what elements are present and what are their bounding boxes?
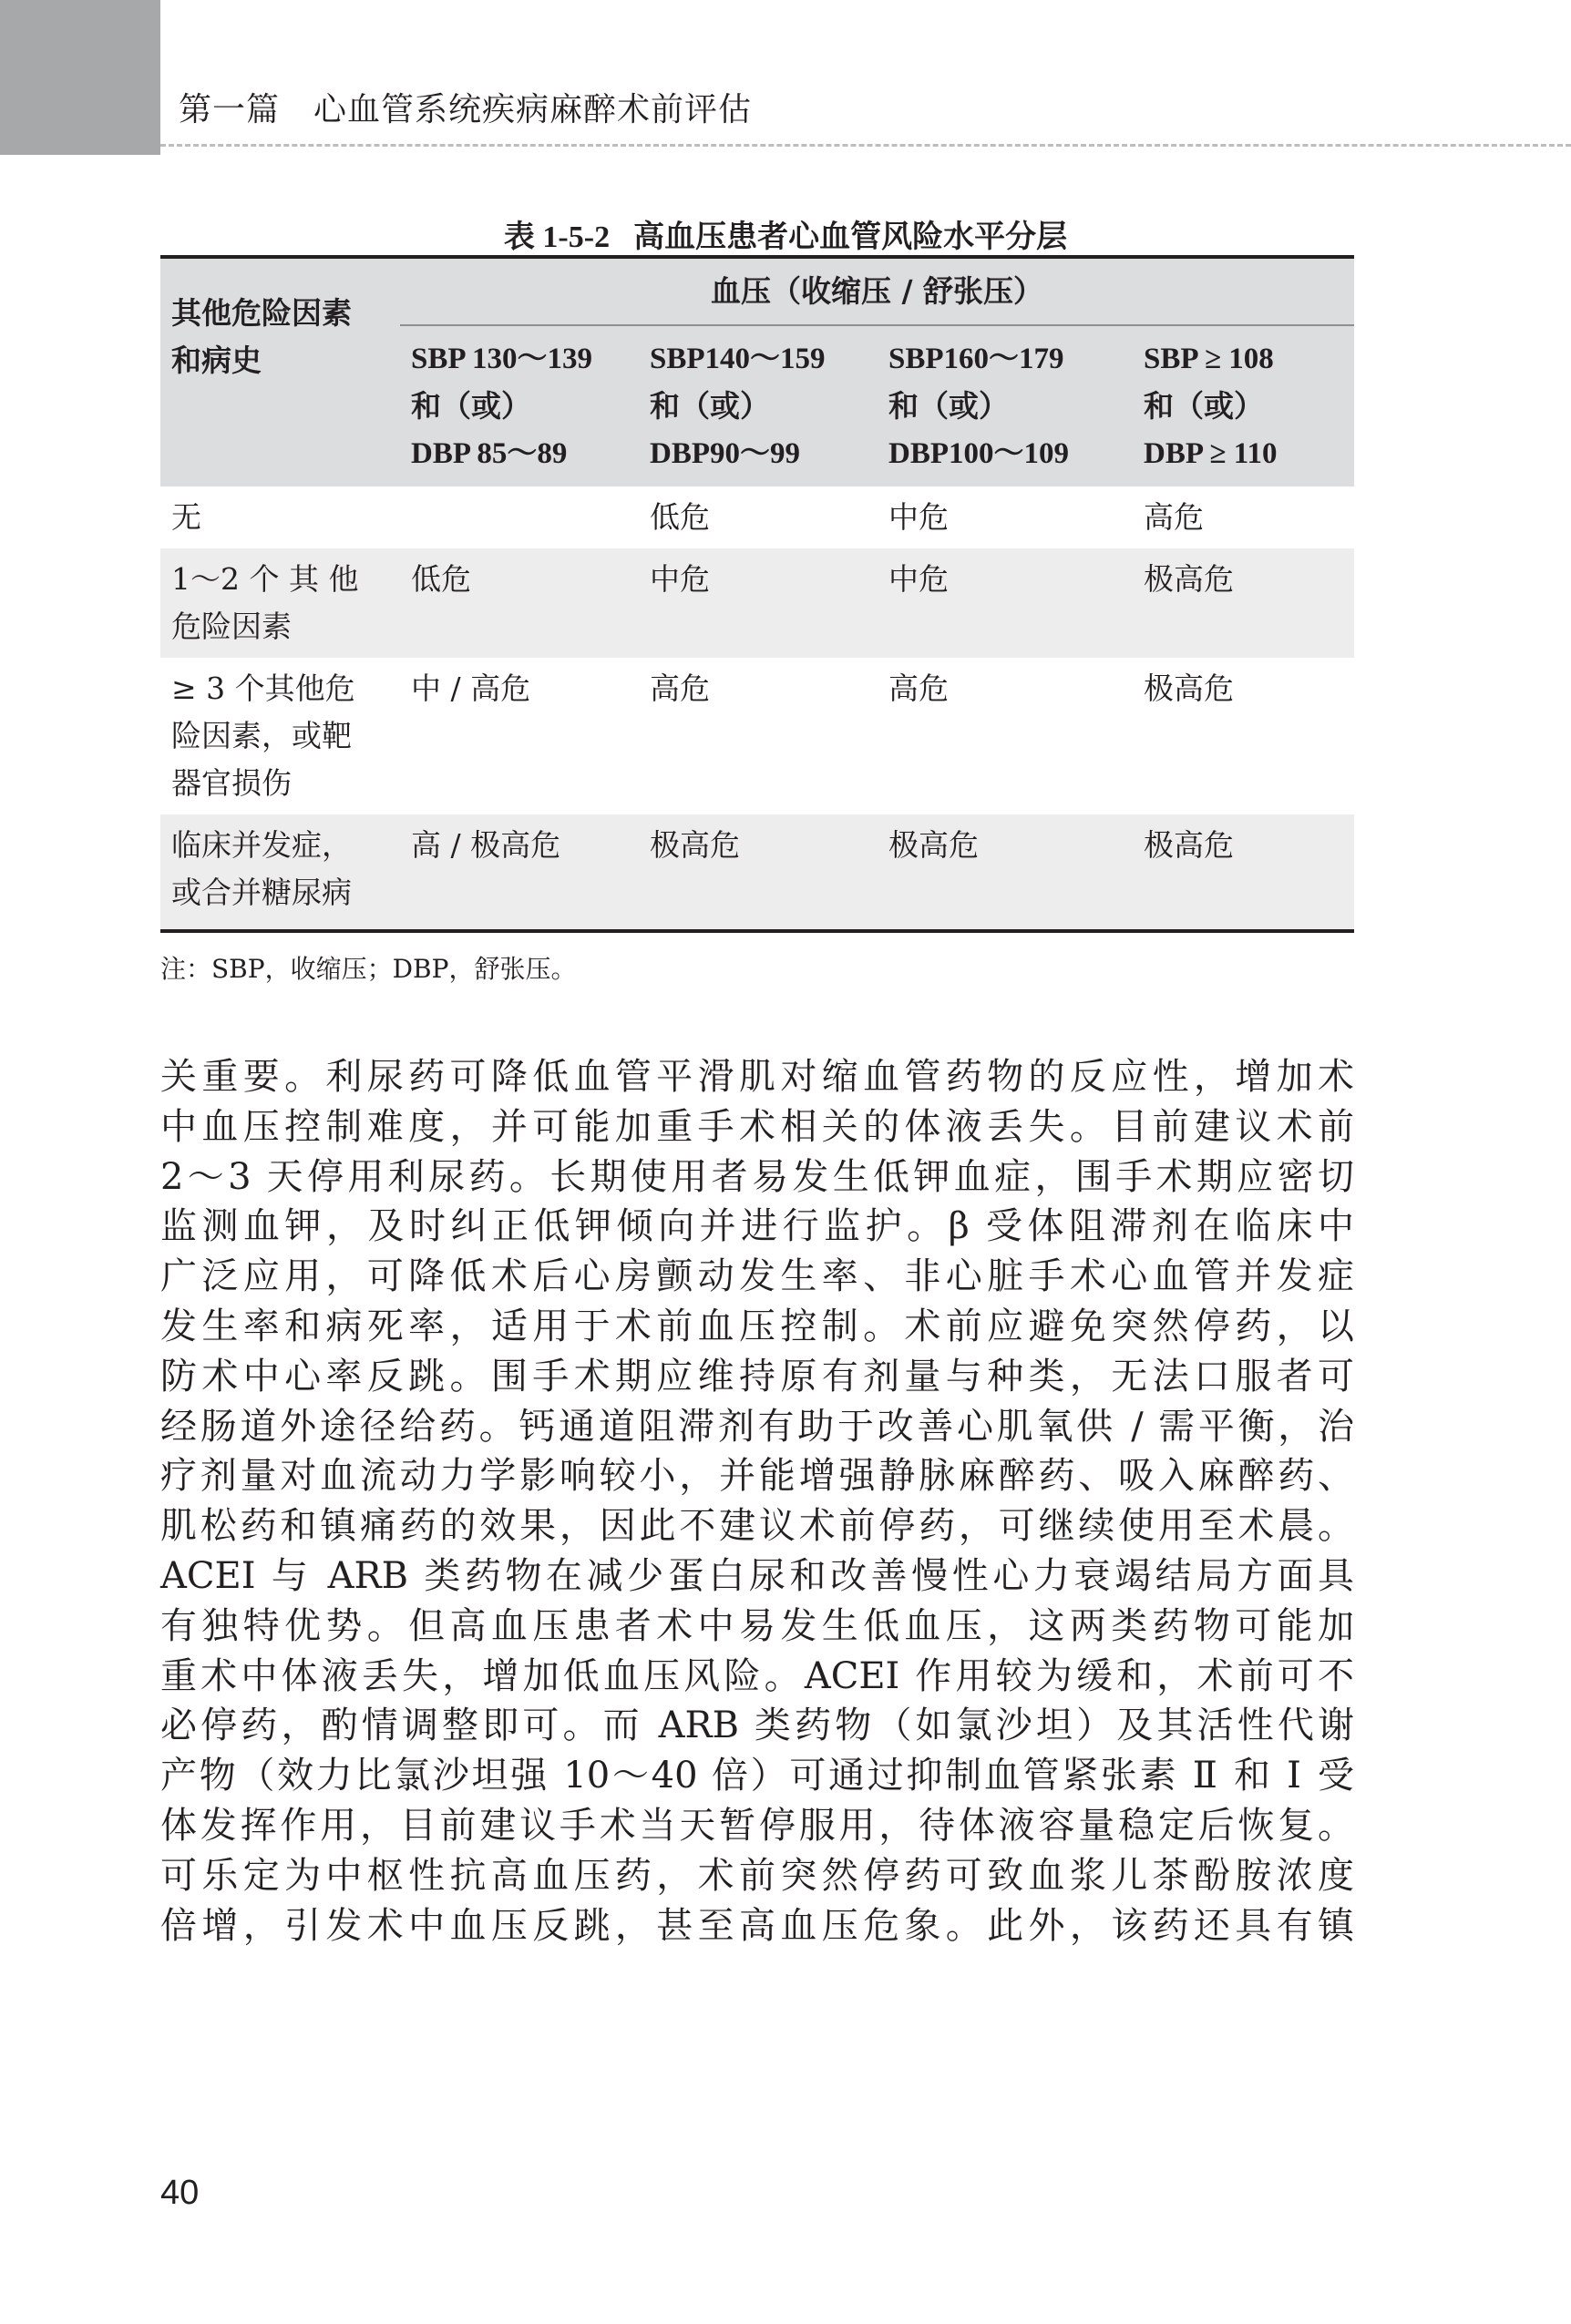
- body-text-line: 倍增，引发术中血压反跳，甚至高血压危象。此外，该药还具有镇: [160, 1904, 1354, 1947]
- running-header-title: 第一篇 心血管系统疾病麻醉术前评估: [179, 91, 753, 128]
- bp-and-or: 和（或）: [1144, 388, 1264, 424]
- risk-factor-cell: [160, 814, 400, 931]
- risk-level-cell: 中危: [650, 561, 710, 597]
- bp-sbp-range: SBP 130～139: [411, 343, 592, 375]
- risk-factor-text: 或合并糖尿病: [171, 875, 352, 910]
- bp-dbp-range: DBP ≥ 110: [1144, 437, 1278, 470]
- bp-sbp-range: SBP160～179: [888, 343, 1064, 375]
- body-text-line: 可乐定为中枢性抗高血压药，术前突然停药可致血浆儿茶酚胺浓度: [160, 1854, 1354, 1897]
- risk-level-cell: 中 / 高危: [411, 671, 531, 706]
- risk-level-cell: 高危: [1144, 499, 1204, 535]
- bp-dbp-range: DBP100～109: [888, 437, 1069, 470]
- bp-group-header: 血压（收缩压 / 舒张压）: [400, 257, 1354, 325]
- risk-factor-text: 危险因素: [171, 609, 292, 644]
- body-text-line: 肌松药和镇痛药的效果，因此不建议术前停药，可继续使用至术晨。: [160, 1505, 1354, 1548]
- risk-level-cell: 极高危: [1133, 814, 1354, 931]
- bp-column-header: [639, 325, 878, 486]
- risk-level-cell: 极高危: [1144, 671, 1234, 706]
- risk-factor-text: 1～2 个 其 他: [171, 561, 359, 597]
- risk-factor-cell: [160, 486, 400, 548]
- factor-header-line: 和病史: [171, 343, 262, 378]
- risk-factor-cell: [160, 548, 400, 658]
- body-text-line: 有独特优势。但高血压患者术中易发生低血压，这两类药物可能加: [160, 1604, 1354, 1647]
- bp-column-header: [878, 325, 1133, 486]
- body-text-line: ACEI 与 ARB 类药物在减少蛋白尿和改善慢性心力衰竭结局方面具: [160, 1554, 1354, 1597]
- risk-level-cell: 高危: [888, 671, 949, 706]
- body-text-line: 发生率和病死率，适用于术前血压控制。术前应避免突然停药，以: [160, 1305, 1354, 1347]
- table-row: [160, 486, 1354, 548]
- bp-and-or: 和（或）: [411, 388, 531, 424]
- bp-column-header: [400, 325, 639, 486]
- risk-level-cell: 中危: [888, 499, 949, 535]
- body-text-line: 必停药，酌情调整即可。而 ARB 类药物（如氯沙坦）及其活性代谢: [160, 1705, 1354, 1747]
- risk-level-cell: 低危: [650, 499, 710, 535]
- body-text-line: 体发挥作用，目前建议手术当天暂停服用，待体液容量稳定后恢复。: [160, 1804, 1354, 1847]
- risk-level-cell: 极高危: [1144, 561, 1234, 597]
- bp-sbp-range: SBP140～159: [650, 343, 826, 375]
- risk-level-cell: [400, 486, 639, 548]
- body-text-line: 防术中心率反跳。围手术期应维持原有剂量与种类，无法口服者可: [160, 1355, 1354, 1397]
- risk-level-cell: 极高危: [639, 814, 878, 931]
- risk-factor-text: 器官损伤: [171, 765, 292, 801]
- body-text-line: 重术中体液丢失，增加低血压风险。ACEI 作用较为缓和，术前可不: [160, 1654, 1354, 1697]
- table-caption-number: 表 1-5-2: [503, 220, 611, 254]
- risk-level-cell: 高 / 极高危: [400, 814, 639, 931]
- risk-level-cell: 低危: [411, 561, 471, 597]
- table-caption-title: 高血压患者心血管风险水平分层: [633, 219, 1068, 255]
- table-row: [160, 548, 1354, 658]
- risk-factor-text: ≥ 3 个其他危: [171, 671, 355, 706]
- bp-and-or: 和（或）: [650, 388, 770, 424]
- factor-header-line: 其他危险因素: [171, 295, 352, 331]
- bp-sbp-range: SBP ≥ 108: [1144, 343, 1274, 375]
- table-row: [160, 658, 1354, 814]
- factor-column-header: [160, 257, 400, 486]
- body-text-line: 广泛应用，可降低术后心房颤动发生率、非心脏手术心血管并发症: [160, 1255, 1354, 1298]
- risk-factor-cell: [160, 658, 400, 814]
- body-text-line: 疗剂量对血流动力学影响较小，并能增强静脉麻醉药、吸入麻醉药、: [160, 1455, 1354, 1498]
- header-gray-block: [0, 0, 160, 155]
- risk-level-cell: 高危: [650, 671, 710, 706]
- body-paragraph: [160, 1052, 1354, 1950]
- header-dashed-rule: [160, 144, 1571, 147]
- bp-dbp-range: DBP 85～89: [411, 437, 568, 470]
- risk-factor-text: 临床并发症，: [171, 827, 352, 863]
- body-text-line: 关重要。利尿药可降低血管平滑肌对缩血管药物的反应性，增加术: [160, 1056, 1354, 1098]
- risk-level-cell: 极高危: [878, 814, 1133, 931]
- risk-factor-text: 险因素，或靶: [171, 718, 352, 753]
- risk-level-cell: 中危: [888, 561, 949, 597]
- risk-stratification-table: [160, 255, 1354, 933]
- body-text-line: 产物（效力比氯沙坦强 10～40 倍）可通过抑制血管紧张素 Ⅱ 和 Ⅰ 受: [160, 1755, 1354, 1797]
- table-row: [160, 814, 1354, 931]
- table-footnote: 注：SBP，收缩压；DBP，舒张压。: [160, 954, 577, 984]
- page-number: 40: [160, 2174, 200, 2212]
- bp-column-header: [1133, 325, 1354, 486]
- body-text-line: 监测血钾，及时纠正低钾倾向并进行监护。β 受体阻滞剂在临床中: [160, 1205, 1354, 1248]
- body-text-line: 2～3 天停用利尿药。长期使用者易发生低钾血症，围手术期应密切: [160, 1155, 1354, 1198]
- risk-factor-text: 无: [171, 499, 201, 535]
- table-caption: [0, 211, 1571, 256]
- bp-and-or: 和（或）: [888, 388, 1009, 424]
- bp-dbp-range: DBP90～99: [650, 437, 800, 470]
- body-text-line: 中血压控制难度，并可能加重手术相关的体液丢失。目前建议术前: [160, 1105, 1354, 1148]
- body-text-line: 经肠道外途径给药。钙通道阻滞剂有助于改善心肌氧供 / 需平衡，治: [160, 1405, 1354, 1448]
